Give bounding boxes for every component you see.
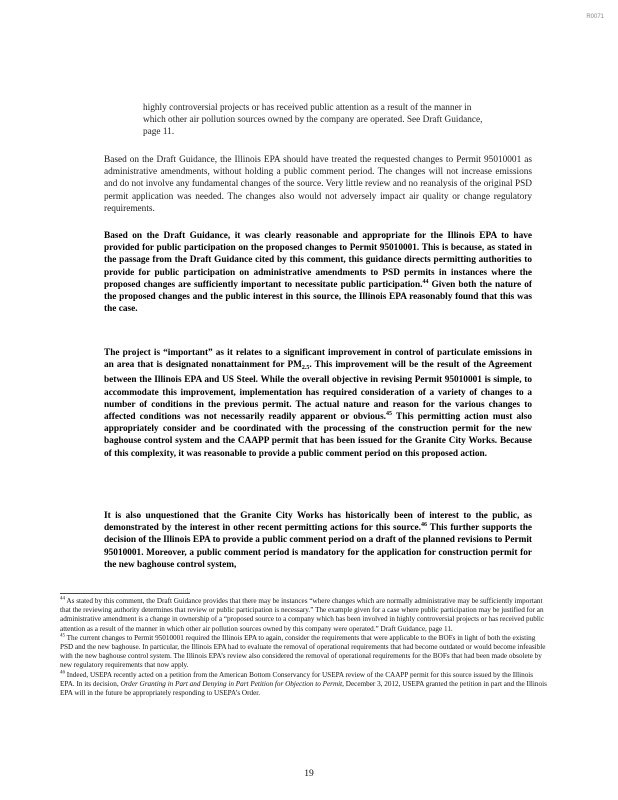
page-number: 19 (304, 769, 314, 779)
footnote-ref-45[interactable]: 45 (386, 410, 393, 417)
paragraph-3-lead-tail: . This improvement will be the result of the Agreement between the Illinois EPA and US Steel. While the overall objective in revising Permit 95010001 is simple, to accommodate this improvement, implementation has required consideration of a variety of changes to a number of conditions in the previous permit. The actual nature and reason for the various changes to affected conditions was not necessarily readily apparent or obvious. (104, 360, 532, 423)
paragraph-3-tail: This permitting action must also appropriately consider and be coordinated with the processing of the construction permit for the new baghouse control system and the CAAPP permit that has been issued for the Granite City Works. Because of this complexity, it was reasonable to provide a public comment period on this proposed action. (104, 412, 532, 459)
footnote-ref-46[interactable]: 46 (421, 522, 427, 529)
paragraph-4 (104, 510, 532, 571)
block-quote (143, 102, 487, 139)
paragraph-4-text: It is also unquestioned that the Granite City Works has historically been of interest to the public, as demonstrated by the interest in other recent permitting actions for this source. (104, 511, 532, 534)
footnote-46-case-title: Order Granting in Part and Denying in Part Petition for Objection to Permit (120, 679, 343, 688)
paragraph-3 (104, 347, 532, 460)
pm-subscript: 2.5 (301, 365, 310, 372)
footnote-46-number: 46 (60, 670, 65, 676)
paragraph-3-lead: The project is “important” as it relates to a significant improvement in control of particulate emissions in an area that is designated nonattainment for PM (104, 348, 532, 371)
footnotes (60, 597, 548, 698)
paragraph-2-text: Based on the Draft Guidance, it was clearly reasonable and appropriate for the Illinois EPA to have provided for public participation on the proposed changes to Permit 95010001. This is because, as stated in the passage from the Draft Guidance cited by this comment, this guidance directs permitting authorities to provide for public participation on administrative amendments to PSD permits in instances where the proposed changes are sufficiently important to necessitate public participation. (104, 231, 532, 290)
footnote-45 (60, 634, 548, 671)
paragraph-2 (104, 230, 532, 315)
footnote-45-number: 45 (60, 633, 65, 639)
footnote-44-text: As stated by this comment, the Draft Guidance provides that there may be instances “where changes which are normally administrative may be sufficiently important that the reviewing authority determines that review or public participation is necessary.” The example given for a case where public participation may be justified for an administrative amendment is a change in ownership of a “proposed source to a company which has been involved in highly controversial projects or has received public attention as a result of the manner in which other air pollution sources owned by this company were operated.” Draft Guidance, page 11. (60, 597, 545, 633)
paragraph-4-tail: This further supports the decision of the Illinois EPA to provide a public comment period on a draft of the planned revisions to Permit 95010001. Moreover, a public comment period is mandatory for the application for construction permit for the new baghouse control system, (104, 523, 532, 570)
paragraph-2-tail: Given both the nature of the proposed changes and the public interest in this source, the Illinois EPA reasonably found that this was the case. (104, 279, 532, 315)
footnote-44 (60, 597, 548, 634)
page-id-stamp: R0071 (586, 14, 604, 20)
footnote-46 (60, 671, 548, 699)
footnote-45-text: The current changes to Permit 95010001 required the Illinois EPA to again, consider the requirements that were applicable to the BOFs in light of both the existing PSD and the new baghouse. In particular, the Illinois EPA had to evaluate the removal of operational requirements that had become outdated or would become infeasible with the new baghouse control system. The Illinois EPA’s review also considered the removal of operational requirements for the BOFs that had been made obsolete by new regulatory requirements that now apply. (60, 633, 546, 670)
block-quote-text: highly controversial projects or has received public attention as a result of the manner in which other air pollution sources owned by the company are operated. See Draft Guidance, page 11. (143, 103, 483, 138)
footnote-divider (60, 593, 190, 594)
paragraph-1-text: Based on the Draft Guidance, the Illinois EPA should have treated the requested changes to Permit 95010001 as administrative amendments, without holding a public comment period. The changes will not increase emissions and do not involve any fundamental changes of the source. Very little review and no reanalysis of the original PSD permit application was needed. The changes also would not adversely impact air quality or change regulatory requirements. (104, 155, 532, 214)
footnote-46-text: Indeed, USEPA recently acted on a petition from the American Bottom Conservancy for USEPA review of the CAAPP permit for this source issued by the Illinois EPA. In its decision, (60, 670, 534, 688)
footnote-ref-44[interactable]: 44 (422, 278, 429, 285)
footnote-46-tail: , December 3, 2012, USEPA granted the petition in part and the Illinois EPA will in the future be appropriately responding to USEPA’s Order. (60, 679, 547, 698)
footnote-44-number: 44 (60, 596, 65, 602)
paragraph-1 (104, 154, 532, 215)
